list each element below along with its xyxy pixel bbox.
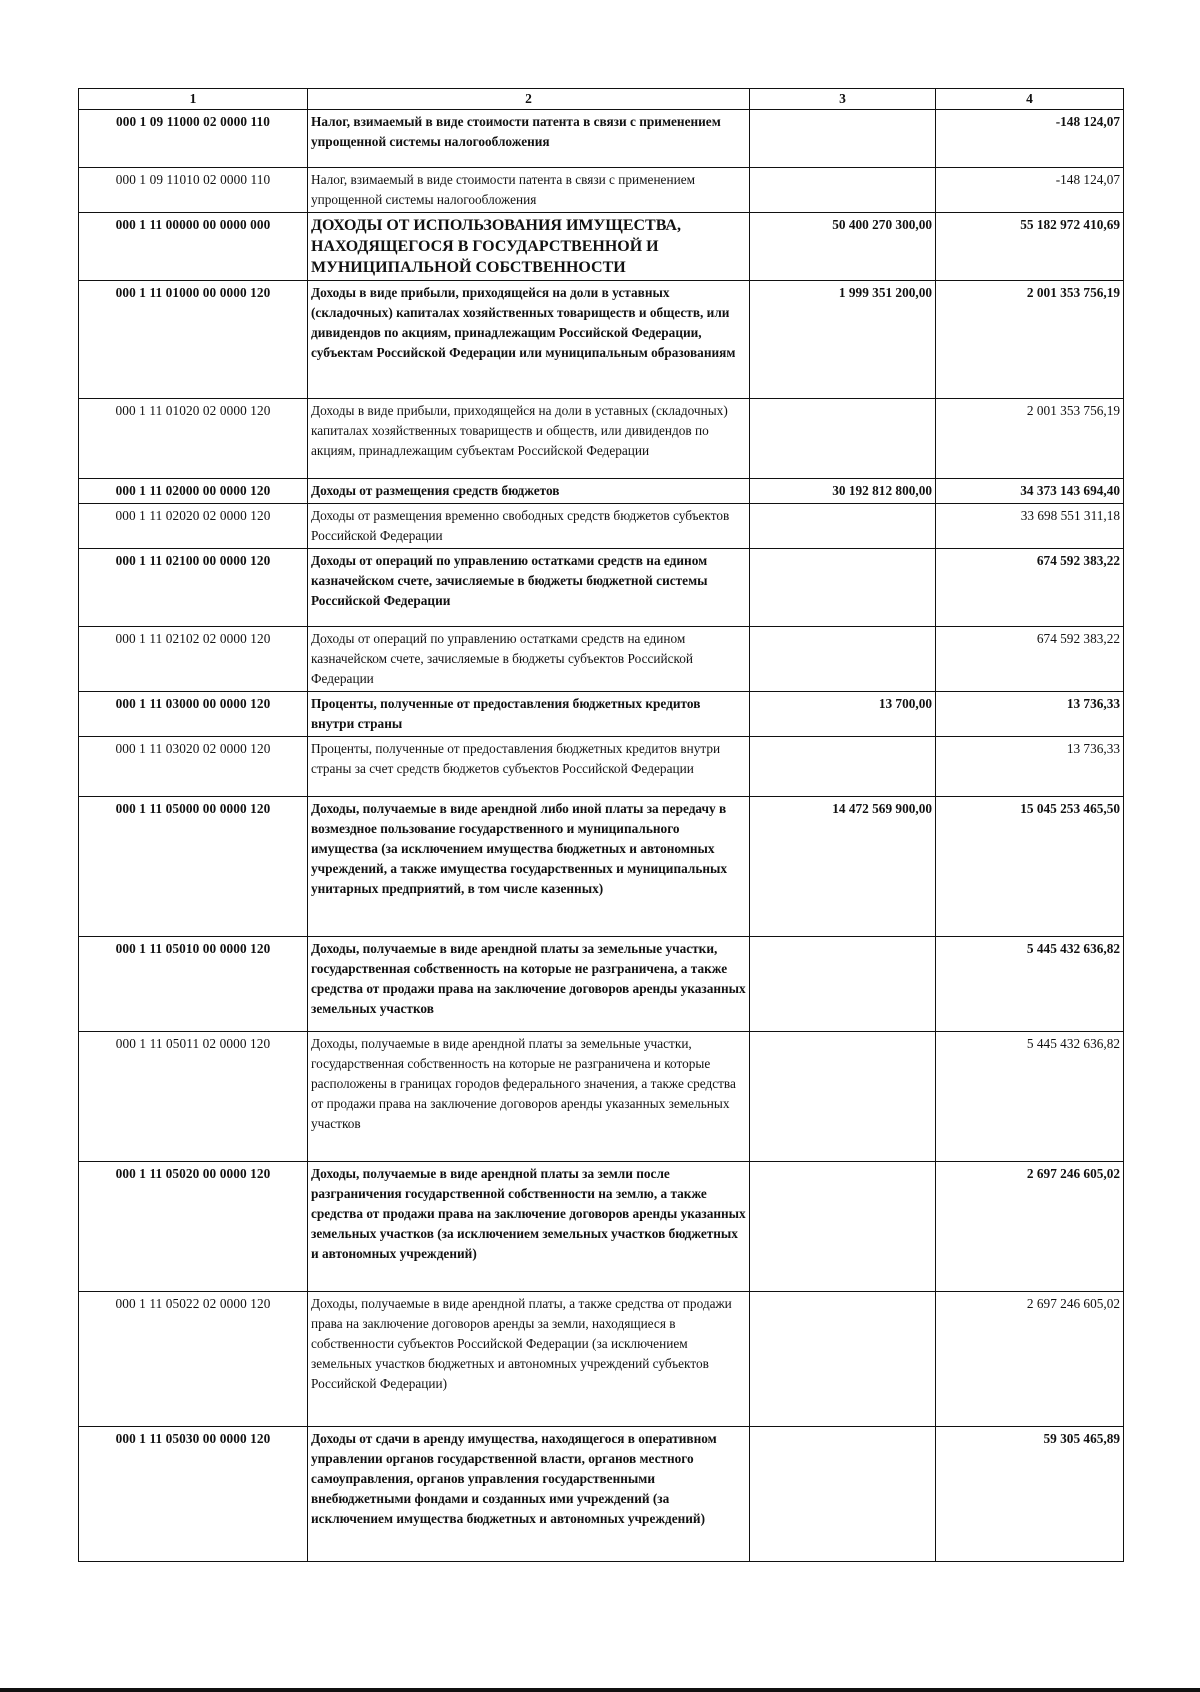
row-code: 000 1 11 02000 00 0000 120 bbox=[79, 479, 308, 504]
table-row bbox=[79, 479, 1124, 504]
row-fact-amount: 15 045 253 465,50 bbox=[936, 797, 1124, 937]
table-row bbox=[79, 549, 1124, 627]
row-plan-amount bbox=[750, 1427, 936, 1562]
row-fact-amount: 674 592 383,22 bbox=[936, 549, 1124, 627]
table-row bbox=[79, 1032, 1124, 1162]
row-name: Налог, взимаемый в виде стоимости патента в связи с применением упрощенной системы налогообложения bbox=[308, 168, 750, 213]
row-name: Доходы от операций по управлению остатками средств на едином казначейском счете, зачисляемые в бюджеты бюджетной системы Российской Федерации bbox=[308, 549, 750, 627]
row-code: 000 1 11 01000 00 0000 120 bbox=[79, 281, 308, 399]
row-plan-amount bbox=[750, 168, 936, 213]
table-row bbox=[79, 213, 1124, 281]
row-plan-amount bbox=[750, 937, 936, 1032]
row-fact-amount: 34 373 143 694,40 bbox=[936, 479, 1124, 504]
row-plan-amount bbox=[750, 627, 936, 692]
row-code: 000 1 11 01020 02 0000 120 bbox=[79, 399, 308, 479]
row-fact-amount: 2 697 246 605,02 bbox=[936, 1162, 1124, 1292]
row-code: 000 1 11 02102 02 0000 120 bbox=[79, 627, 308, 692]
column-header-2: 2 bbox=[308, 89, 750, 110]
row-code: 000 1 11 05022 02 0000 120 bbox=[79, 1292, 308, 1427]
row-code: 000 1 11 05030 00 0000 120 bbox=[79, 1427, 308, 1562]
row-name: Доходы от сдачи в аренду имущества, находящегося в оперативном управлении органов государственной власти, органов местного самоуправления, органов управления государственными внебюджетными фондами и созданных ими учреждений (за исключением имущества бюджетных и автономных учреждений) bbox=[308, 1427, 750, 1562]
row-plan-amount bbox=[750, 737, 936, 797]
row-plan-amount bbox=[750, 1032, 936, 1162]
row-plan-amount bbox=[750, 549, 936, 627]
row-name: Доходы, получаемые в виде арендной платы за земельные участки, государственная собственность на которые не разграничена, а также средства от продажи права на заключение договоров аренды указанных земельных участков bbox=[308, 937, 750, 1032]
table-row bbox=[79, 110, 1124, 168]
row-code: 000 1 11 02100 00 0000 120 bbox=[79, 549, 308, 627]
row-fact-amount: 674 592 383,22 bbox=[936, 627, 1124, 692]
row-fact-amount: 2 001 353 756,19 bbox=[936, 281, 1124, 399]
table-row bbox=[79, 937, 1124, 1032]
row-name: Доходы, получаемые в виде арендной платы за земельные участки, государственная собственность на которые не разграничена и которые расположены в границах городов федерального значения, а также средства от продажи права на заключение договоров аренды указанных земельных участков bbox=[308, 1032, 750, 1162]
row-code: 000 1 11 05011 02 0000 120 bbox=[79, 1032, 308, 1162]
row-code: 000 1 11 05000 00 0000 120 bbox=[79, 797, 308, 937]
row-name: Доходы, получаемые в виде арендной платы, а также средства от продажи права на заключение договоров аренды за земли, находящиеся в собственности субъектов Российской Федерации (за исключением земельных участков бюджетных и автономных учреждений субъектов Российской Федерации) bbox=[308, 1292, 750, 1427]
table-row bbox=[79, 692, 1124, 737]
table-row bbox=[79, 1427, 1124, 1562]
table-row bbox=[79, 281, 1124, 399]
row-fact-amount: 5 445 432 636,82 bbox=[936, 937, 1124, 1032]
row-plan-amount bbox=[750, 1292, 936, 1427]
table-row bbox=[79, 1292, 1124, 1427]
table-row bbox=[79, 627, 1124, 692]
row-name: Доходы от операций по управлению остатками средств на едином казначейском счете, зачисляемые в бюджеты субъектов Российской Федерации bbox=[308, 627, 750, 692]
row-fact-amount: -148 124,07 bbox=[936, 168, 1124, 213]
row-fact-amount: 55 182 972 410,69 bbox=[936, 213, 1124, 281]
column-header-3: 3 bbox=[750, 89, 936, 110]
column-header-4: 4 bbox=[936, 89, 1124, 110]
row-fact-amount: 59 305 465,89 bbox=[936, 1427, 1124, 1562]
table-row bbox=[79, 1162, 1124, 1292]
row-name: Доходы, получаемые в виде арендной платы за земли после разграничения государственной собственности на землю, а также средства от продажи права на заключение договоров аренды указанных земельных участков (за исключением земельных участков бюджетных и автономных учреждений) bbox=[308, 1162, 750, 1292]
row-plan-amount bbox=[750, 504, 936, 549]
row-name: Налог, взимаемый в виде стоимости патента в связи с применением упрощенной системы налогообложения bbox=[308, 110, 750, 168]
row-plan-amount: 13 700,00 bbox=[750, 692, 936, 737]
row-name: Доходы в виде прибыли, приходящейся на доли в уставных (складочных) капиталах хозяйственных товариществ и обществ, или дивидендов по акциям, принадлежащим Российской Федерации, субъектам Российской Федерации или муниципальным образованиям bbox=[308, 281, 750, 399]
row-fact-amount: 13 736,33 bbox=[936, 692, 1124, 737]
row-fact-amount: 2 001 353 756,19 bbox=[936, 399, 1124, 479]
table-row bbox=[79, 399, 1124, 479]
row-name: Проценты, полученные от предоставления бюджетных кредитов внутри страны bbox=[308, 692, 750, 737]
row-plan-amount: 30 192 812 800,00 bbox=[750, 479, 936, 504]
row-name: Доходы, получаемые в виде арендной либо иной платы за передачу в возмездное пользование государственного и муниципального имущества (за исключением имущества бюджетных и автономных учреждений, а также имущества государственных и муниципальных унитарных предприятий, в том числе казенных) bbox=[308, 797, 750, 937]
column-header-1: 1 bbox=[79, 89, 308, 110]
row-name: Доходы в виде прибыли, приходящейся на доли в уставных (складочных) капиталах хозяйственных товариществ и обществ, или дивидендов по акциям, принадлежащим субъектам Российской Федерации bbox=[308, 399, 750, 479]
row-plan-amount: 50 400 270 300,00 bbox=[750, 213, 936, 281]
table-row bbox=[79, 168, 1124, 213]
row-fact-amount: 13 736,33 bbox=[936, 737, 1124, 797]
row-fact-amount: 5 445 432 636,82 bbox=[936, 1032, 1124, 1162]
table-header-row bbox=[79, 89, 1124, 110]
table-row bbox=[79, 797, 1124, 937]
row-name: Доходы от размещения временно свободных средств бюджетов субъектов Российской Федерации bbox=[308, 504, 750, 549]
table-row bbox=[79, 737, 1124, 797]
row-fact-amount: -148 124,07 bbox=[936, 110, 1124, 168]
table-row bbox=[79, 504, 1124, 549]
row-code: 000 1 09 11000 02 0000 110 bbox=[79, 110, 308, 168]
row-code: 000 1 11 02020 02 0000 120 bbox=[79, 504, 308, 549]
row-code: 000 1 11 00000 00 0000 000 bbox=[79, 213, 308, 281]
row-code: 000 1 09 11010 02 0000 110 bbox=[79, 168, 308, 213]
revenue-table bbox=[78, 88, 1124, 1562]
row-plan-amount: 1 999 351 200,00 bbox=[750, 281, 936, 399]
row-fact-amount: 2 697 246 605,02 bbox=[936, 1292, 1124, 1427]
row-code: 000 1 11 03000 00 0000 120 bbox=[79, 692, 308, 737]
row-plan-amount bbox=[750, 399, 936, 479]
page-bottom-rule bbox=[0, 1688, 1200, 1692]
row-name: ДОХОДЫ ОТ ИСПОЛЬЗОВАНИЯ ИМУЩЕСТВА, НАХОДЯЩЕГОСЯ В ГОСУДАРСТВЕННОЙ И МУНИЦИПАЛЬНОЙ СОБСТВЕННОСТИ bbox=[308, 213, 750, 281]
row-plan-amount: 14 472 569 900,00 bbox=[750, 797, 936, 937]
row-code: 000 1 11 03020 02 0000 120 bbox=[79, 737, 308, 797]
row-code: 000 1 11 05020 00 0000 120 bbox=[79, 1162, 308, 1292]
row-plan-amount bbox=[750, 1162, 936, 1292]
row-code: 000 1 11 05010 00 0000 120 bbox=[79, 937, 308, 1032]
row-fact-amount: 33 698 551 311,18 bbox=[936, 504, 1124, 549]
row-plan-amount bbox=[750, 110, 936, 168]
row-name: Доходы от размещения средств бюджетов bbox=[308, 479, 750, 504]
row-name: Проценты, полученные от предоставления бюджетных кредитов внутри страны за счет средств бюджетов субъектов Российской Федерации bbox=[308, 737, 750, 797]
